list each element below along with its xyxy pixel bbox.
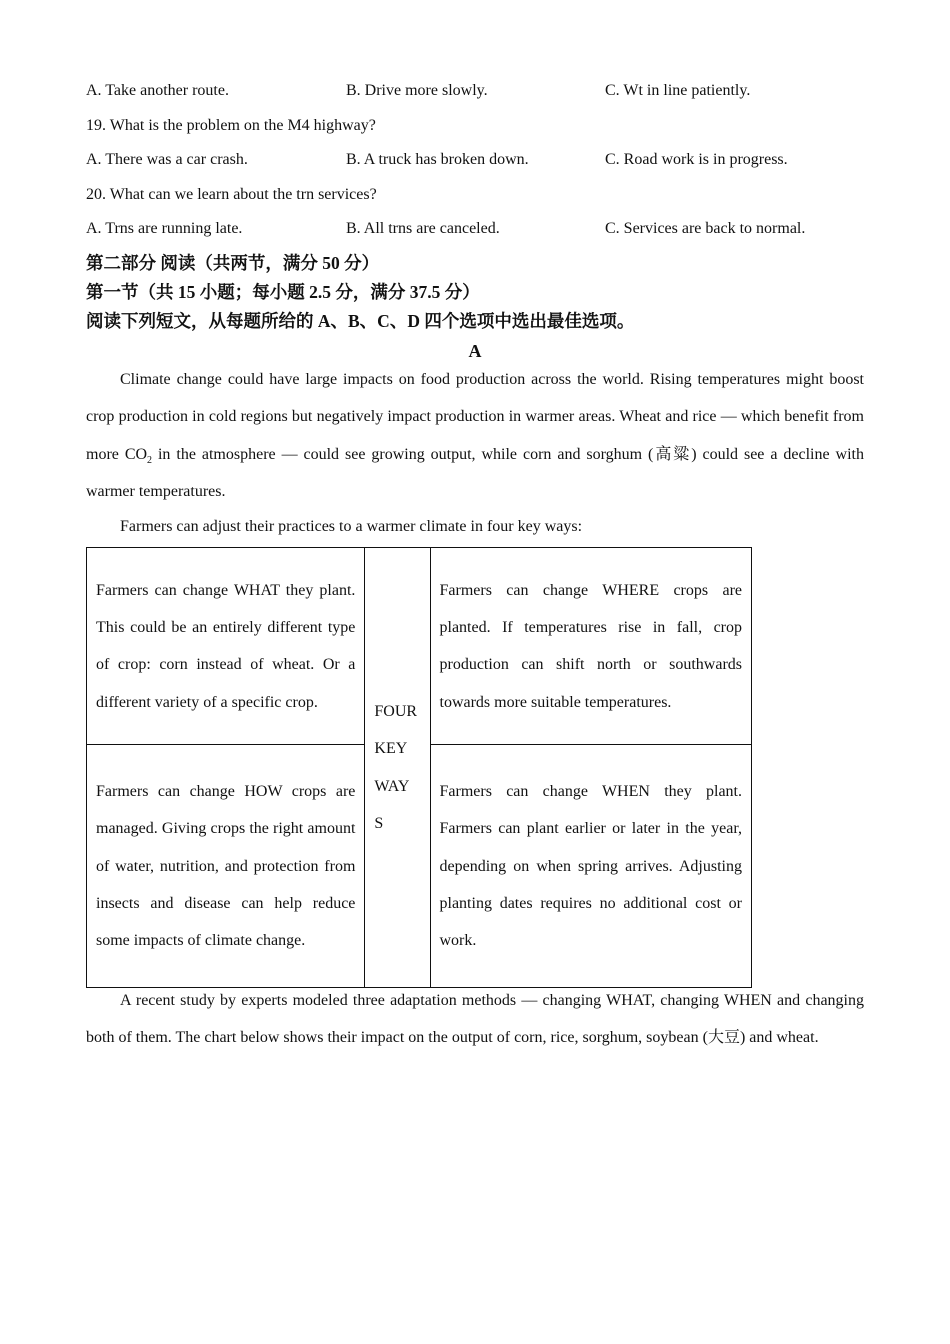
subsection-title: 第一节（共 15 小题；每小题 2.5 分，满分 37.5 分） [86, 282, 480, 302]
q19-option-c: C. Road work is in progress. [605, 151, 788, 168]
q19-option-b: B. A truck has broken down. [346, 151, 529, 168]
cell-change-where: Farmers can change WHERE crops are planted. If temperatures rise in fall, crop production can shift north or southwards towards more suitable temperatures. [430, 548, 752, 745]
q20-option-b: B. All trns are canceled. [346, 220, 500, 237]
four-key-ways-line-1: FOUR [374, 702, 418, 720]
paragraph-1-text-before: Climate change could have large impacts on food production across the world. Rising temperatures might boost crop production in cold regions but negatively impact production in warmer areas. Wheat and rice — which benefit from more CO [86, 371, 864, 463]
passage-paragraph-3: A recent study by experts modeled three adaptation methods — changing WHAT, changing WHEN and changing both of them. The chart below shows their impact on the output of corn, rice, sorghum, soybean (大豆) and wheat. [86, 992, 864, 1047]
q18-option-a: A. Take another route. [86, 82, 229, 99]
q20-question: 20. What can we learn about the trn services? [86, 186, 377, 203]
passage-label: A [468, 341, 482, 361]
cell-change-when: Farmers can change WHEN they plant. Farmers can plant earlier or later in the year, depending on when spring arrives. Adjusting planting dates requires no additional cost or work. [430, 745, 752, 988]
q19-option-a: A. There was a car crash. [86, 151, 248, 168]
q18-option-c: C. Wt in line patiently. [605, 82, 751, 99]
q20-option-c: C. Services are back to normal. [605, 220, 806, 237]
q19-question: 19. What is the problem on the M4 highway? [86, 117, 376, 134]
q20-option-a: A. Trns are running late. [86, 220, 243, 237]
four-key-ways-line-3: WAY [374, 777, 410, 795]
cell-change-how: Farmers can change HOW crops are managed. Giving crops the right amount of water, nutrition, and protection from insects and disease can help reduce some impacts of climate change. [87, 745, 365, 988]
passage-paragraph-1 [86, 361, 864, 510]
four-key-ways-table [86, 547, 752, 988]
cell-four-key-ways [365, 548, 430, 988]
q18-option-b: B. Drive more slowly. [346, 82, 488, 99]
instruction: 阅读下列短文，从每题所给的 A、B、C、D 四个选项中选出最佳选项。 [86, 311, 635, 331]
four-key-ways-line-4: S [374, 814, 384, 832]
cell-change-what: Farmers can change WHAT they plant. This could be an entirely different type of crop: corn instead of wheat. Or a different variety of a specific crop. [87, 548, 365, 745]
paragraph-1-text-after: in the atmosphere — could see growing output, while corn and sorghum (高粱) could see a decline with warmer temperatures. [86, 445, 864, 500]
four-key-ways-line-2: KEY [374, 740, 408, 758]
part-title: 第二部分 阅读（共两节，满分 50 分） [86, 253, 380, 273]
passage-paragraph-2: Farmers can adjust their practices to a warmer climate in four key ways: [120, 518, 583, 535]
co2-subscript: 2 [147, 454, 153, 466]
